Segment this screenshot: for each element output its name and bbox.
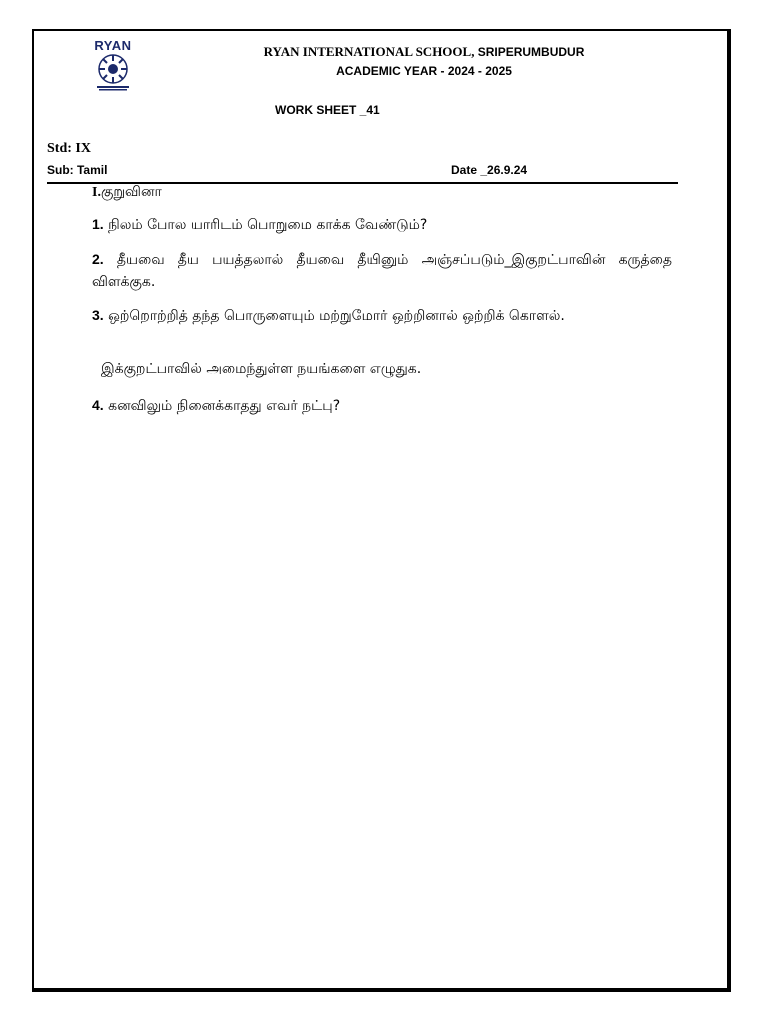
page-border: [32, 29, 731, 992]
question-number: 2.: [92, 251, 104, 267]
section-title: குறுவினா: [100, 184, 162, 200]
school-place: SRIPERUMBUDUR: [477, 45, 585, 59]
question-text: ஒற்றொற்றித் தந்த பொருளையும் மற்றுமோர் ஒற்றினால் ஒற்றிக் கொளல்.: [108, 308, 565, 324]
section-number: I.: [92, 185, 101, 200]
school-name: [0, 44, 768, 60]
section-heading: [92, 184, 162, 202]
question-number: 3.: [92, 307, 104, 323]
question-text: நிலம் போல யாரிடம் பொறுமை காக்க வேண்டும்?: [108, 217, 428, 233]
question-1: [92, 213, 672, 236]
question-text: இக்குறட்பாவில் அமைந்துள்ள நயங்களை எழுதுக.: [101, 361, 422, 377]
question-number: 1.: [92, 216, 104, 232]
question-4: [92, 394, 672, 417]
academic-year: ACADEMIC YEAR - 2024 - 2025: [336, 64, 512, 78]
question-text: கனவிலும் நினைக்காதது எவர் நட்பு?: [108, 398, 341, 414]
question-3-instruction: [101, 358, 681, 380]
question-2: [92, 248, 672, 293]
question-number: 4.: [92, 397, 104, 413]
logo-text: RYAN: [94, 38, 132, 53]
date-label: Date _26.9.24: [451, 163, 528, 177]
worksheet-title: WORK SHEET _41: [275, 103, 380, 117]
subject-label: Sub: Tamil: [47, 163, 108, 177]
question-text: தீயவை தீய பயத்தலால் தீயவை தீயினும் அஞ்சப்படும்_இகுறட்பாவின் கருத்தை விளக்குக.: [92, 252, 672, 290]
standard-label: Std: IX: [47, 141, 91, 156]
question-3: [92, 304, 672, 327]
school-name-text: RYAN INTERNATIONAL SCHOOL,: [263, 44, 475, 59]
